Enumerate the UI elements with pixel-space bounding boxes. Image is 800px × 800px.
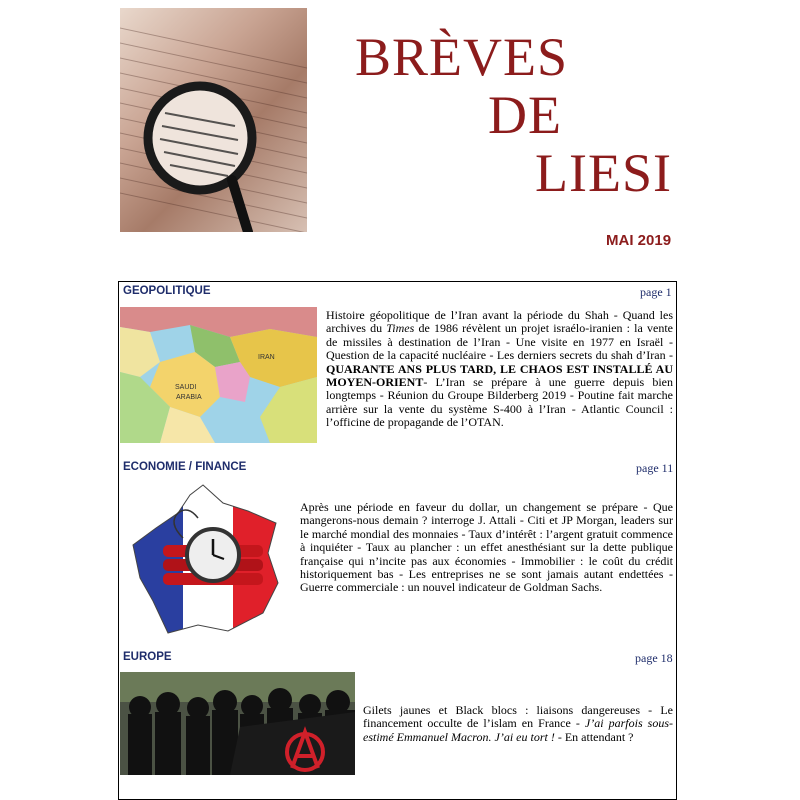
section-heading-geopolitique: GEOPOLITIQUE bbox=[123, 285, 211, 297]
title-line-1: BRÈVES bbox=[355, 27, 569, 87]
section-summary-economie: Après une période en faveur du dollar, un changement se prépare - Que mangerons-nous demain ? interroge J. Attali - Citi et JP Morgan, leaders sur le marché mondial des monnaies - Taux d’intérêt : l’argent gratuit commence à inquiéter - Taux au plancher : un effet anesthésiant sur la dette publique française qui n’incite pas aux économies - Immobilier : le coût du crédit historiquement bas - Les entreprises ne se sont jamais autant endettées - Guerre commerciale : un nouvel indicateur de Goldman Sachs. bbox=[300, 500, 673, 595]
section-page-ref[interactable]: page 18 bbox=[635, 651, 673, 665]
map-label-saudi: SAUDI bbox=[175, 384, 197, 391]
summary-part: - L’Iran se prépare à une guerre depuis bien longtemps - Réunion du Groupe Bilderberg 2019 - Poutine fait marche arrière sur la vente du système S-400 à l’Iran - Atlantic Council : l’officine de propagande de l’OTAN. bbox=[326, 375, 673, 430]
map-label-arabia: ARABIA bbox=[176, 394, 202, 401]
title-line-2: DE bbox=[488, 85, 562, 145]
section-heading-economie: ECONOMIE / FINANCE bbox=[123, 461, 247, 473]
section-heading-europe: EUROPE bbox=[123, 651, 172, 663]
summary-part: Histoire géopolitique de l’Iran avant la période du Shah - Quand les archives du bbox=[326, 308, 673, 336]
issue-date: MAI 2019 bbox=[606, 232, 672, 249]
summary-part-bold: QUARANTE ANS PLUS TARD, LE CHAOS EST INSTALLÉ AU MOYEN-ORIENT bbox=[326, 361, 673, 390]
map-label-iran: IRAN bbox=[258, 354, 275, 361]
summary-part: Gilets jaunes et Black blocs : liaisons dangereuses - Le financement occulte de l’islam en France - bbox=[363, 703, 673, 731]
summary-part: de 1986 révèlent un projet israélo-iranien : la vente de missiles à destination de l’Iran - Une visite en 1977 en Israël - Question de la capacité nucléaire - Les derniers secrets du shah d’Iran - bbox=[326, 321, 673, 363]
title-line-3: LIESI bbox=[535, 143, 672, 203]
summary-part-italic: Times bbox=[386, 321, 415, 336]
section-summary-geopolitique bbox=[326, 309, 673, 430]
protest-photo-image bbox=[120, 672, 355, 775]
middle-east-map-image bbox=[120, 307, 317, 443]
magnifier-newspaper-image bbox=[120, 8, 307, 232]
summary-part: - En attendant ? bbox=[554, 729, 634, 744]
section-page-ref[interactable]: page 1 bbox=[640, 285, 672, 299]
france-clock-bomb-image bbox=[128, 483, 288, 635]
summary-part-italic: J’ai parfois sous-estimé Emmanuel Macron. J’ai eu tort ! bbox=[363, 716, 673, 744]
section-page-ref[interactable]: page 11 bbox=[636, 461, 674, 475]
section-summary-europe bbox=[363, 704, 673, 744]
